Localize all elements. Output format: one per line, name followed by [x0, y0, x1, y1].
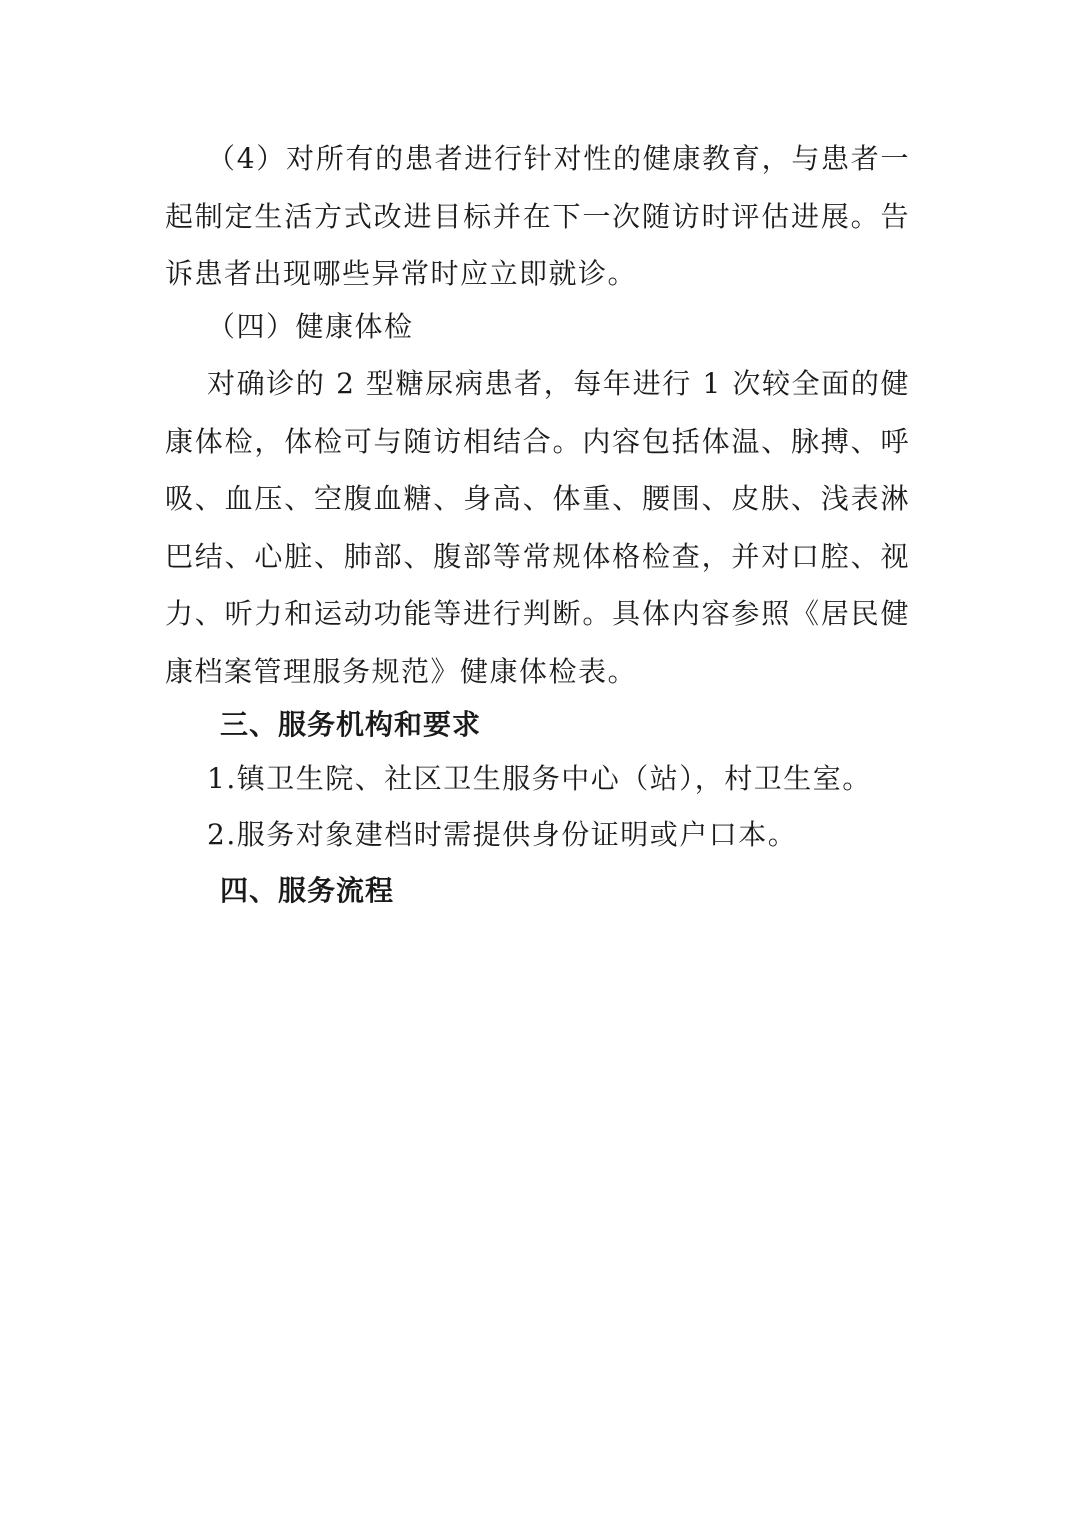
section-heading-service-process: 四、服务流程	[220, 874, 395, 907]
section-heading-service-institutions: 三、服务机构和要求	[220, 708, 482, 741]
paragraph-health-exam: 对确诊的 2 型糖尿病患者，每年进行 1 次较全面的健康体检，体检可与随访相结合。内容包括体温、脉搏、呼吸、血压、空腹血糖、身高、体重、腰围、皮肤、浅表淋巴结、心脏、肺部、腹部等常规体格检查，并对口腔、视力、听力和运动功能等进行判断。具体内容参照《居民健康档案管理服务规范》健康体检表。	[165, 367, 910, 688]
paragraph-health-education: （4）对所有的患者进行针对性的健康教育，与患者一起制定生活方式改进目标并在下一次随访时评估进展。告诉患者出现哪些异常时应立即就诊。	[165, 142, 910, 290]
list-item-institutions: 1.镇卫生院、社区卫生服务中心（站），村卫生室。	[207, 762, 872, 795]
list-item-id-requirement: 2.服务对象建档时需提供身份证明或户口本。	[207, 818, 798, 851]
subheading-health-exam: （四）健康体检	[207, 310, 414, 343]
